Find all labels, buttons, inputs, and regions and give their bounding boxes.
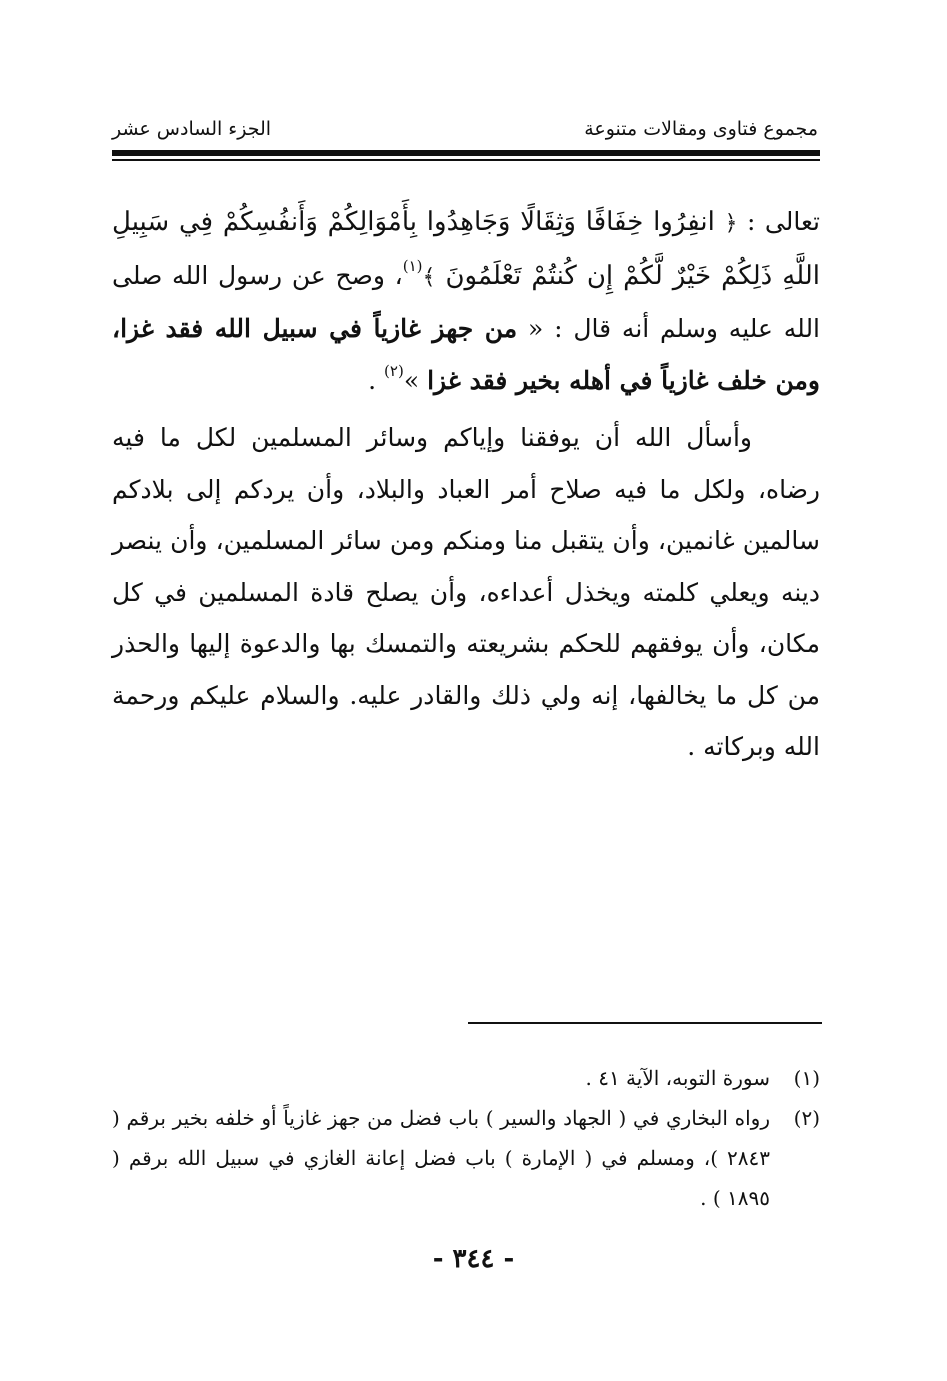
footnote-separator: [468, 1022, 822, 1024]
quran-verse: انفِرُوا خِفَافًا وَثِقَالًا وَجَاهِدُوا بِأَمْوَالِكُمْ وَأَنفُسِكُمْ فِي سَبِيلِ اللَّهِ ذَلِكُمْ خَيْرٌ لَّكُمْ إِن كُنتُمْ تَعْلَمُونَ: [112, 207, 820, 291]
paragraph-1: [112, 196, 820, 406]
paragraph-1-end: .: [368, 365, 385, 395]
part-label: الجزء السادس عشر: [112, 118, 272, 140]
footnote-2: [112, 1098, 820, 1218]
header-rule-thin: [112, 159, 820, 161]
verse-intro: تعالى :: [737, 207, 820, 236]
footnote-1: [112, 1058, 820, 1098]
footnote-number: (١): [793, 1066, 820, 1090]
paragraph-2: وأسأل الله أن يوفقنا وإياكم وسائر المسلمين لكل ما فيه رضاه، ولكل ما فيه صلاح أمر العباد والبلاد، وأن يردكم إلى بلادكم سالمين غانمين، وأن يتقبل منا ومنكم ومن سائر المسلمين، وأن ينصر دينه ويعلي كلمته ويخذل أعداءه، وأن يصلح قادة المسلمين في كل مكان، وأن يوفقهم للحكم بشريعته والتمسك بها والدعوة إليها والحذر من كل ما يخالفها، إنه ولي ذلك والقادر عليه. والسلام عليكم ورحمة الله وبركاته .: [112, 423, 820, 761]
body-text: [112, 196, 820, 773]
hadith-text: من جهز غازياً في سبيل الله فقد غزا، ومن خلف غازياً في أهله بخير فقد غزا: [112, 314, 820, 395]
header-rule-thick: [112, 150, 820, 156]
verse-open-bracket: ﴿: [724, 211, 738, 236]
footnote-text: سورة التوبه، الآية ٤١ .: [585, 1066, 770, 1090]
running-header: [112, 112, 818, 146]
footnote-marker-2[interactable]: (٢): [384, 361, 404, 380]
footnote-number: (٢): [793, 1106, 820, 1130]
hadith-close: »: [403, 365, 428, 395]
footnote-marker-1[interactable]: (١): [402, 256, 423, 275]
page-number: - ٣٤٤ -: [432, 1244, 515, 1274]
hadith-intro: ، وصح عن رسول الله صلى الله عليه وسلم أنه قال : «: [112, 260, 821, 343]
book-title: مجموع فتاوى ومقالات متنوعة: [584, 118, 818, 140]
footnote-text: رواه البخاري في ( الجهاد والسير ) باب فضل من جهز غازياً أو خلفه بخير برقم ( ٢٨٤٣ )، ومسلم في ( الإمارة ) باب فضل إعانة الغازي في سبيل الله برقم ( ١٨٩٥ ) .: [112, 1106, 770, 1210]
footnotes: [112, 1058, 820, 1218]
verse-close-bracket: ﴾: [422, 264, 436, 290]
